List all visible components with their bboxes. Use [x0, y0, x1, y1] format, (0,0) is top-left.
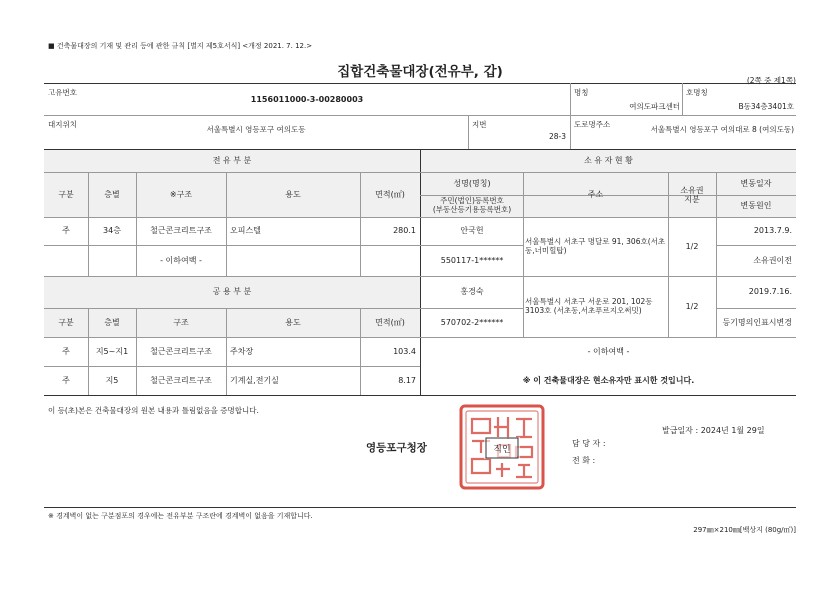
staff-label: 담 당 자 :: [572, 439, 606, 448]
ex-row-floor: 34층: [103, 226, 121, 236]
ex-header-use: 용도: [285, 190, 301, 200]
owner1-share: 1/2: [685, 241, 699, 251]
phone-label: 전 화 :: [572, 456, 596, 465]
owner-below-blank: - 이하여백 -: [587, 346, 630, 356]
ex-row-type: 주: [62, 226, 70, 236]
ow-header-id: 주민(법인)등록번호 (부동산등기용등록번호): [432, 196, 512, 214]
owner2-name: 홍경숙: [460, 287, 484, 297]
cm-row-structure: 철근콘크리트구조: [150, 375, 212, 385]
owner1-date: 2013.7.9.: [753, 226, 792, 236]
footer-note: ※ 경계벽이 없는 구분점포의 경우에는 전유부분 구조란에 경계벽이 없음을 기재합니다.: [48, 512, 313, 520]
building-name-value: 여의도파크센터: [629, 102, 680, 111]
cm-row-area: 103.4: [393, 346, 416, 356]
lot-label: 지번: [472, 120, 487, 129]
cm-header-use: 용도: [285, 317, 301, 327]
ow-header-name: 성명(명칭): [453, 179, 491, 189]
issuing-office: 영등포구청장: [366, 442, 427, 454]
ex-header-area: 면적(㎡): [375, 190, 405, 200]
cm-row-use: 주차장: [230, 346, 254, 356]
cm-row-use: 기계실,전기실: [230, 375, 279, 385]
issue-date: 발급일자 : 2024년 1월 29일: [662, 426, 765, 435]
owner1-address: 서울특별시 서초구 명달로 91, 306호(서초동,너미힐탑): [525, 236, 666, 255]
ex-row-area: 280.1: [393, 226, 416, 236]
owner-note: ※ 이 건축물대장은 현소유자만 표시한 것입니다.: [522, 375, 695, 385]
ex-row-use: 오피스텔: [230, 226, 261, 236]
official-seal: [458, 403, 546, 491]
cm-row-floor: 지5~지1: [95, 346, 129, 356]
owner2-id: 570702-2******: [440, 317, 504, 327]
ex-header-floor: 층별: [104, 190, 120, 200]
ex-header-structure: ※구조: [169, 190, 193, 200]
ow-header-reason: 변동원인: [740, 201, 772, 211]
lot-value: 28-3: [548, 132, 566, 141]
location-label: 대지위치: [48, 120, 77, 129]
ow-header-date: 변동일자: [740, 179, 772, 189]
ow-header-share: 소유권 지분: [680, 185, 704, 204]
page-indicator: (2쪽 중 제1쪽): [746, 76, 796, 85]
cm-header-type: 구분: [58, 317, 74, 327]
owner1-id: 550117-1******: [440, 255, 504, 265]
common-section-title: 공 용 부 분: [212, 287, 252, 297]
cm-header-structure: 구조: [173, 317, 189, 327]
ex-row-structure: 철근콘크리트구조: [150, 226, 212, 236]
stamp-label: 직인: [493, 445, 511, 455]
ho-label: 호명칭: [686, 88, 708, 97]
owner2-date: 2019.7.16.: [748, 287, 792, 297]
cm-row-structure: 철근콘크리트구조: [150, 346, 212, 356]
ow-header-address: 주소: [587, 190, 604, 200]
ex-header-type: 구분: [58, 190, 74, 200]
owner2-reason: 등기명의인표시변경: [722, 317, 792, 327]
ho-value: B동34층3401호: [738, 102, 794, 111]
regulation-text: ■ 건축물대장의 기재 및 관리 등에 관한 규칙 [별지 제5호서식] <개정 2021. 7. 12.>: [48, 42, 313, 50]
cm-header-floor: 층별: [104, 317, 120, 327]
cm-row-floor: 지5: [105, 375, 119, 385]
exclusive-section-title: 전 유 부 분: [212, 156, 252, 166]
paper-spec: 297㎜×210㎜[백상지 (80g/㎡)]: [693, 526, 796, 534]
cm-row-type: 주: [62, 346, 70, 356]
owner-section-title: 소 유 자 현 황: [584, 156, 633, 166]
unique-no-label: 고유번호: [48, 88, 77, 97]
road-value: 서울특별시 영등포구 여의대로 8 (여의도동): [650, 125, 794, 134]
cm-header-area: 면적(㎡): [375, 317, 405, 327]
road-label: 도로명주소: [574, 120, 611, 129]
owner2-address: 서울특별시 서초구 서운로 201, 102동 3103호 (서초동,서초푸르지오써밋): [525, 296, 653, 315]
name-label: 명칭: [574, 88, 589, 97]
unique-no-value: 1156011000-3-00280003: [250, 95, 364, 104]
cm-row-type: 주: [62, 375, 70, 385]
owner1-name: 안국헌: [460, 226, 484, 236]
document-title: 집합건축물대장(전유부, 갑): [337, 64, 503, 80]
ex-below-blank: - 이하여백 -: [160, 255, 202, 265]
location-value: 서울특별시 영등포구 여의도동: [206, 125, 306, 134]
certify-text: 이 등(초)본은 건축물대장의 원본 내용과 틀림없음을 증명합니다.: [48, 406, 259, 415]
owner2-share: 1/2: [685, 301, 699, 311]
owner1-reason: 소유권이전: [753, 255, 792, 265]
cm-row-area: 8.17: [398, 375, 416, 385]
